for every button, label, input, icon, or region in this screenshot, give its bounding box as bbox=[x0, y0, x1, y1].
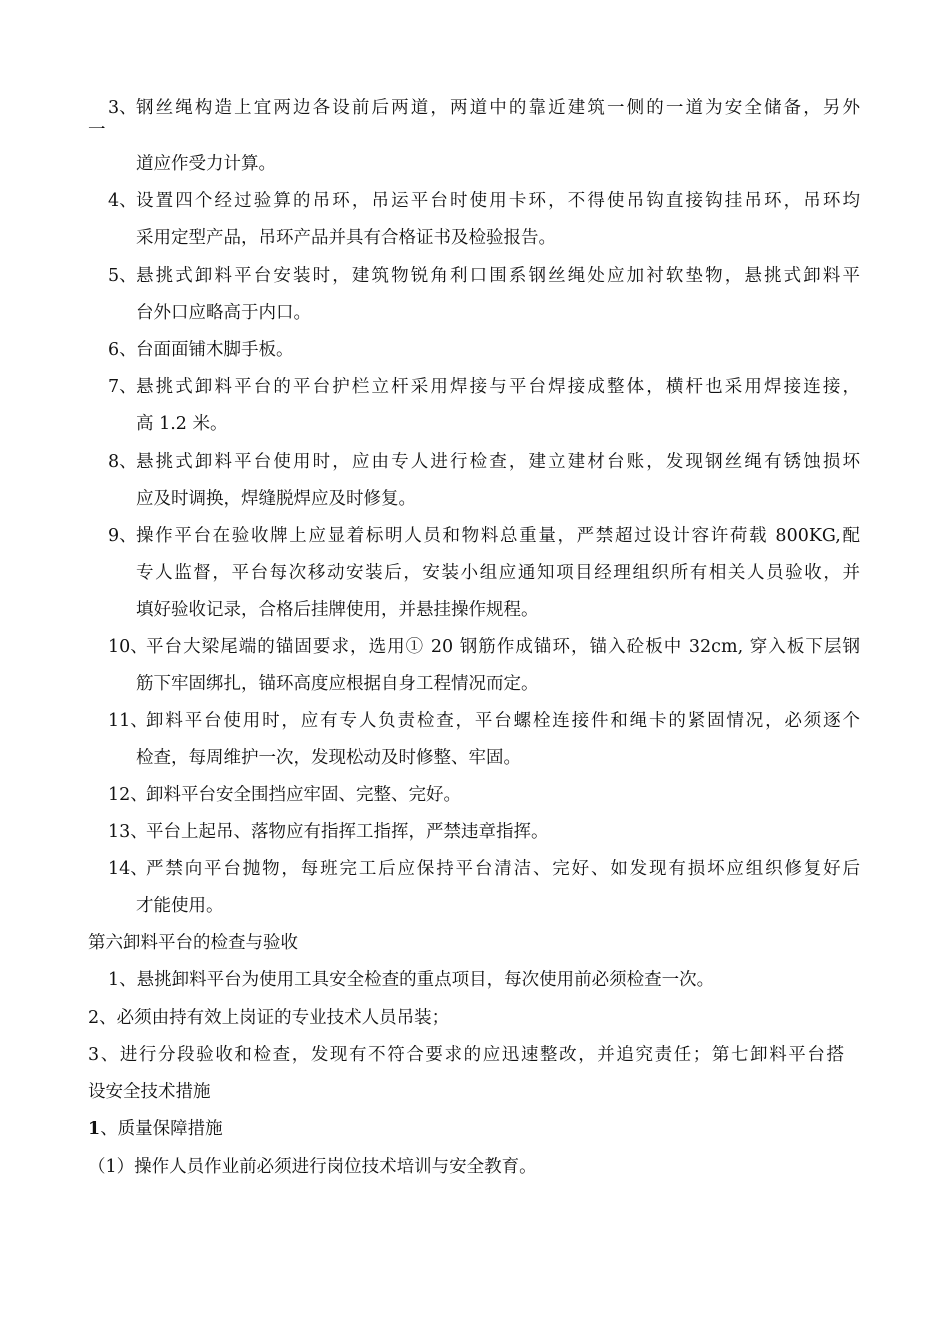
list-item-text: 卸料平台安全围挡应牢固、完整、完好。 bbox=[146, 785, 461, 805]
list-item-number: 10、 bbox=[108, 637, 148, 657]
list-item-text: 操作平台在验收牌上应显着标明人员和物料总重量，严禁超过设计容许荷载 800KG,配 bbox=[136, 526, 860, 546]
list-item-text: 悬挑式卸料平台使用时，应由专人进行检查，建立建材台账，发现钢丝绳有锈蚀损坏 bbox=[136, 452, 860, 472]
list-item-text: 检查，每周维护一次，发现松动及时修整、牢固。 bbox=[136, 748, 521, 768]
list-item-number: 12、 bbox=[108, 785, 148, 805]
list-item-text: 一 bbox=[88, 120, 106, 140]
list-item-text: 悬挑式卸料平台安装时，建筑物锐角利口围系钢丝绳处应加衬软垫物，悬挑式卸料平 bbox=[136, 266, 860, 286]
list-item-text: 高 1.2 米。 bbox=[136, 414, 228, 434]
list-item-text: 平台大梁尾端的锚固要求，选用① 20 钢筋作成锚环，锚入砼板中 32cm, 穿入板下层钢 bbox=[146, 637, 860, 657]
list-item-text: 才能使用。 bbox=[136, 896, 224, 916]
list-item-text: 筋下牢固绑扎，锚环高度应根据自身工程情况而定。 bbox=[136, 674, 539, 694]
list-item-number: 14、 bbox=[108, 859, 148, 879]
section-heading: 第六卸料平台的检查与验收 bbox=[88, 933, 298, 953]
list-item-number: 7、 bbox=[108, 377, 137, 397]
list-item-text: 填好验收记录，合格后挂牌使用，并悬挂操作规程。 bbox=[136, 600, 539, 620]
subsection-number: 1 bbox=[88, 1119, 101, 1139]
list-item-number: 8、 bbox=[108, 452, 137, 472]
list-item-number: 9、 bbox=[108, 526, 137, 546]
paragraph: 设安全技术措施 bbox=[88, 1082, 211, 1102]
paragraph: 2、必须由持有效上岗证的专业技术人员吊装； bbox=[88, 1008, 450, 1028]
paragraph: （1）操作人员作业前必须进行岗位技术培训与安全教育。 bbox=[88, 1157, 537, 1177]
list-item-number: 13、 bbox=[108, 822, 148, 842]
list-item-text: 台面面铺木脚手板。 bbox=[136, 340, 294, 360]
list-item-text: 钢丝绳构造上宜两边各设前后两道，两道中的靠近建筑一侧的一道为安全储备，另外 bbox=[136, 98, 860, 118]
paragraph: 3、进行分段验收和检查，发现有不符合要求的应迅速整改，并追究责任；第七卸料平台搭 bbox=[88, 1045, 844, 1065]
list-item-number: 4、 bbox=[108, 191, 137, 211]
list-item-text: 台外口应略高于内口。 bbox=[136, 303, 311, 323]
list-item-text: 专人监督，平台每次移动安装后，安装小组应通知项目经理组织所有相关人员验收，并 bbox=[136, 563, 860, 583]
subsection-heading bbox=[88, 1117, 223, 1141]
list-item-text: 平台上起吊、落物应有指挥工指挥，严禁违章指挥。 bbox=[146, 822, 549, 842]
list-item-text: 设置四个经过验算的吊环，吊运平台时使用卡环，不得使吊钩直接钩挂吊环，吊环均 bbox=[136, 191, 860, 211]
list-item-text: 采用定型产品，吊环产品并具有合格证书及检验报告。 bbox=[136, 228, 556, 248]
list-item-text: 道应作受力计算。 bbox=[136, 154, 276, 174]
list-item-number: 5、 bbox=[108, 266, 137, 286]
list-item-text: 严禁向平台抛物，每班完工后应保持平台清洁、完好、如发现有损坏应组织修复好后 bbox=[146, 859, 860, 879]
list-item-text: 应及时调换，焊缝脱焊应及时修复。 bbox=[136, 489, 416, 509]
paragraph: 1、悬挑卸料平台为使用工具安全检查的重点项目，每次使用前必须检查一次。 bbox=[108, 970, 715, 990]
list-item-number: 6、 bbox=[108, 340, 137, 360]
list-item-text: 卸料平台使用时，应有专人负责检查，平台螺栓连接件和绳卡的紧固情况，必须逐个 bbox=[146, 711, 860, 731]
list-item-number: 11、 bbox=[108, 711, 148, 731]
list-item-number: 3、 bbox=[108, 98, 137, 118]
list-item-text: 悬挑式卸料平台的平台护栏立杆采用焊接与平台焊接成整体，横杆也采用焊接连接， bbox=[136, 377, 860, 397]
subsection-title: 、质量保障措施 bbox=[100, 1119, 223, 1139]
